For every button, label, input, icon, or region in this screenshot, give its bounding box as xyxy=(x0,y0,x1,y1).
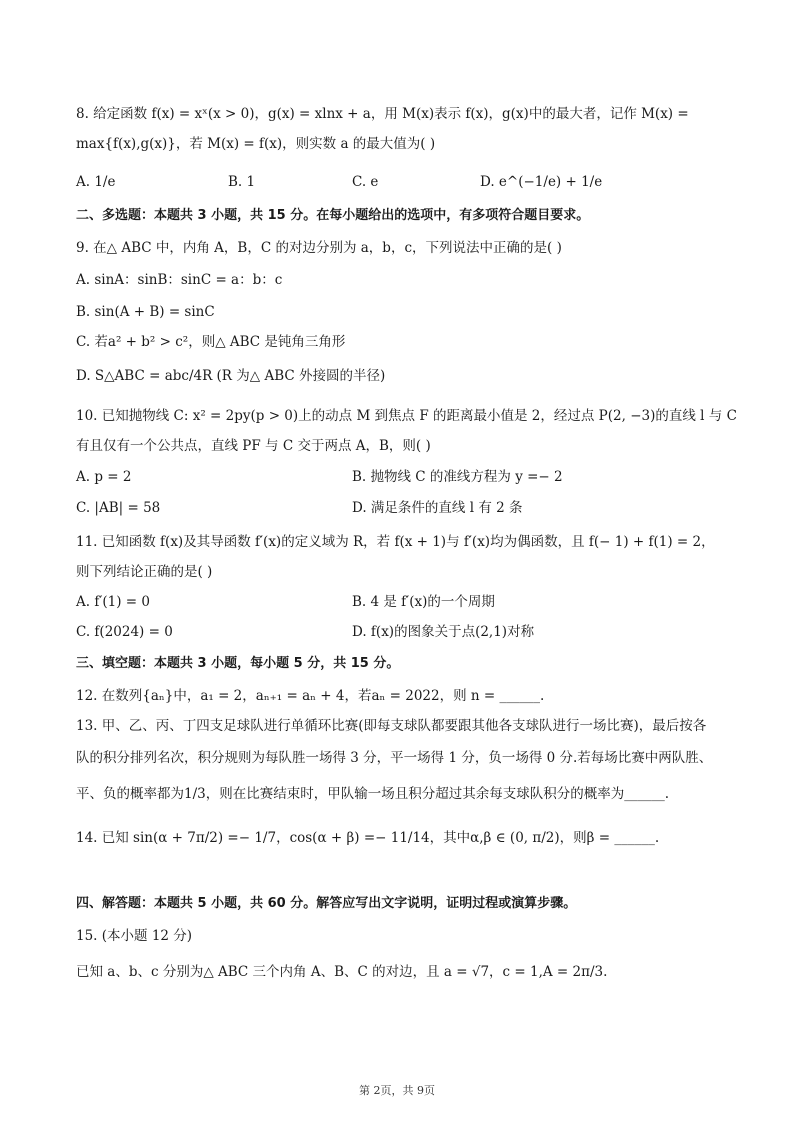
q10-option-b: B. 抛物线 C 的准线方程为 y =− 2 xyxy=(352,469,563,485)
page-footer: 第 2页，共 9页 xyxy=(359,1084,435,1097)
q10-option-d: D. 满足条件的直线 l 有 2 条 xyxy=(352,500,523,516)
q13-stem-line3: 平、负的概率都为1/3，则在比赛结束时，甲队输一场且积分超过其余每支球队积分的概率为______. xyxy=(76,786,670,802)
q12-stem: 12. 在数列{aₙ}中，a₁ = 2，aₙ₊₁ = aₙ + 4，若aₙ = 2022，则 n = ______. xyxy=(76,688,545,704)
q9-option-a: A. sinA：sinB：sinC = a：b：c xyxy=(76,272,283,288)
q9-option-c: C. 若a² + b² > c²，则△ ABC 是钝角三角形 xyxy=(76,334,346,350)
q8-option-c: C. e xyxy=(352,174,379,190)
q8-stem-line1: 8. 给定函数 f(x) = xˣ(x > 0)，g(x) = xlnx + a，用 M(x)表示 f(x)，g(x)中的最大者，记作 M(x) = xyxy=(76,106,689,122)
q11-option-a: A. f′(1) = 0 xyxy=(76,594,150,610)
q14-stem: 14. 已知 sin(α + 7π/2) =− 1/7，cos(α + β) =− 11/14，其中α,β ∈ (0, π/2)，则β = ______. xyxy=(76,830,660,846)
q9-stem: 9. 在△ ABC 中，内角 A，B，C 的对边分别为 a，b，c，下列说法中正确的是( ) xyxy=(76,240,562,256)
q8-options xyxy=(76,172,736,192)
q8-option-d: D. e^(−1/e) + 1/e xyxy=(480,174,603,190)
q11-stem-line2: 则下列结论正确的是( ) xyxy=(76,564,213,580)
q8-stem-line2: max{f(x),g(x)}，若 M(x) = f(x)，则实数 a 的最大值为( ) xyxy=(76,136,436,152)
q11-option-c: C. f(2024) = 0 xyxy=(76,624,173,640)
q13-stem-line2: 队的积分排列名次，积分规则为每队胜一场得 3 分，平一场得 1 分，负一场得 0 分.若每场比赛中两队胜、 xyxy=(76,750,713,766)
q8-option-b: B. 1 xyxy=(228,174,256,190)
q10-stem-line2: 有且仅有一个公共点，直线 PF 与 C 交于两点 A，B，则( ) xyxy=(76,438,431,454)
section-heading-fill-in: 三、填空题：本题共 3 小题，每小题 5 分，共 15 分。 xyxy=(76,656,400,671)
section-heading-multiple-choice: 二、多选题：本题共 3 小题，共 15 分。在每小题给出的选项中，有多项符合题目要求。 xyxy=(76,208,590,223)
q15-stem: 已知 a、b、c 分别为△ ABC 三个内角 A、B、C 的对边，且 a = √7，c = 1,A = 2π/3. xyxy=(76,964,608,980)
q10-option-a: A. p = 2 xyxy=(76,469,132,485)
q9-option-d: D. S△ABC = abc/4R (R 为△ ABC 外接圆的半径) xyxy=(76,368,386,384)
q11-options-row2 xyxy=(76,622,736,642)
q11-stem-line1: 11. 已知函数 f(x)及其导函数 f′(x)的定义域为 R，若 f(x + 1)与 f′(x)均为偶函数，且 f(− 1) + f(1) = 2， xyxy=(76,534,715,550)
q10-options-row1 xyxy=(76,467,736,487)
q9-option-b: B. sin(A + B) = sinC xyxy=(76,304,215,320)
q11-options-row1 xyxy=(76,592,736,612)
q11-option-b: B. 4 是 f′(x)的一个周期 xyxy=(352,594,495,610)
q10-stem-line1: 10. 已知抛物线 C: x² = 2py(p > 0)上的动点 M 到焦点 F 的距离最小值是 2，经过点 P(2, −3)的直线 l 与 C xyxy=(76,408,737,424)
section-heading-solutions: 四、解答题：本题共 5 小题，共 60 分。解答应写出文字说明，证明过程或演算步骤。 xyxy=(76,896,577,911)
q10-options-row2 xyxy=(76,498,736,518)
q15-title: 15. (本小题 12 分) xyxy=(76,928,193,944)
q8-option-a: A. 1/e xyxy=(76,174,116,190)
q10-option-c: C. |AB| = 58 xyxy=(76,500,161,516)
q11-option-d: D. f(x)的图象关于点(2,1)对称 xyxy=(352,624,535,640)
q13-stem-line1: 13. 甲、乙、丙、丁四支足球队进行单循环比赛(即每支球队都要跟其他各支球队进行一场比赛)，最后按各 xyxy=(76,718,707,734)
